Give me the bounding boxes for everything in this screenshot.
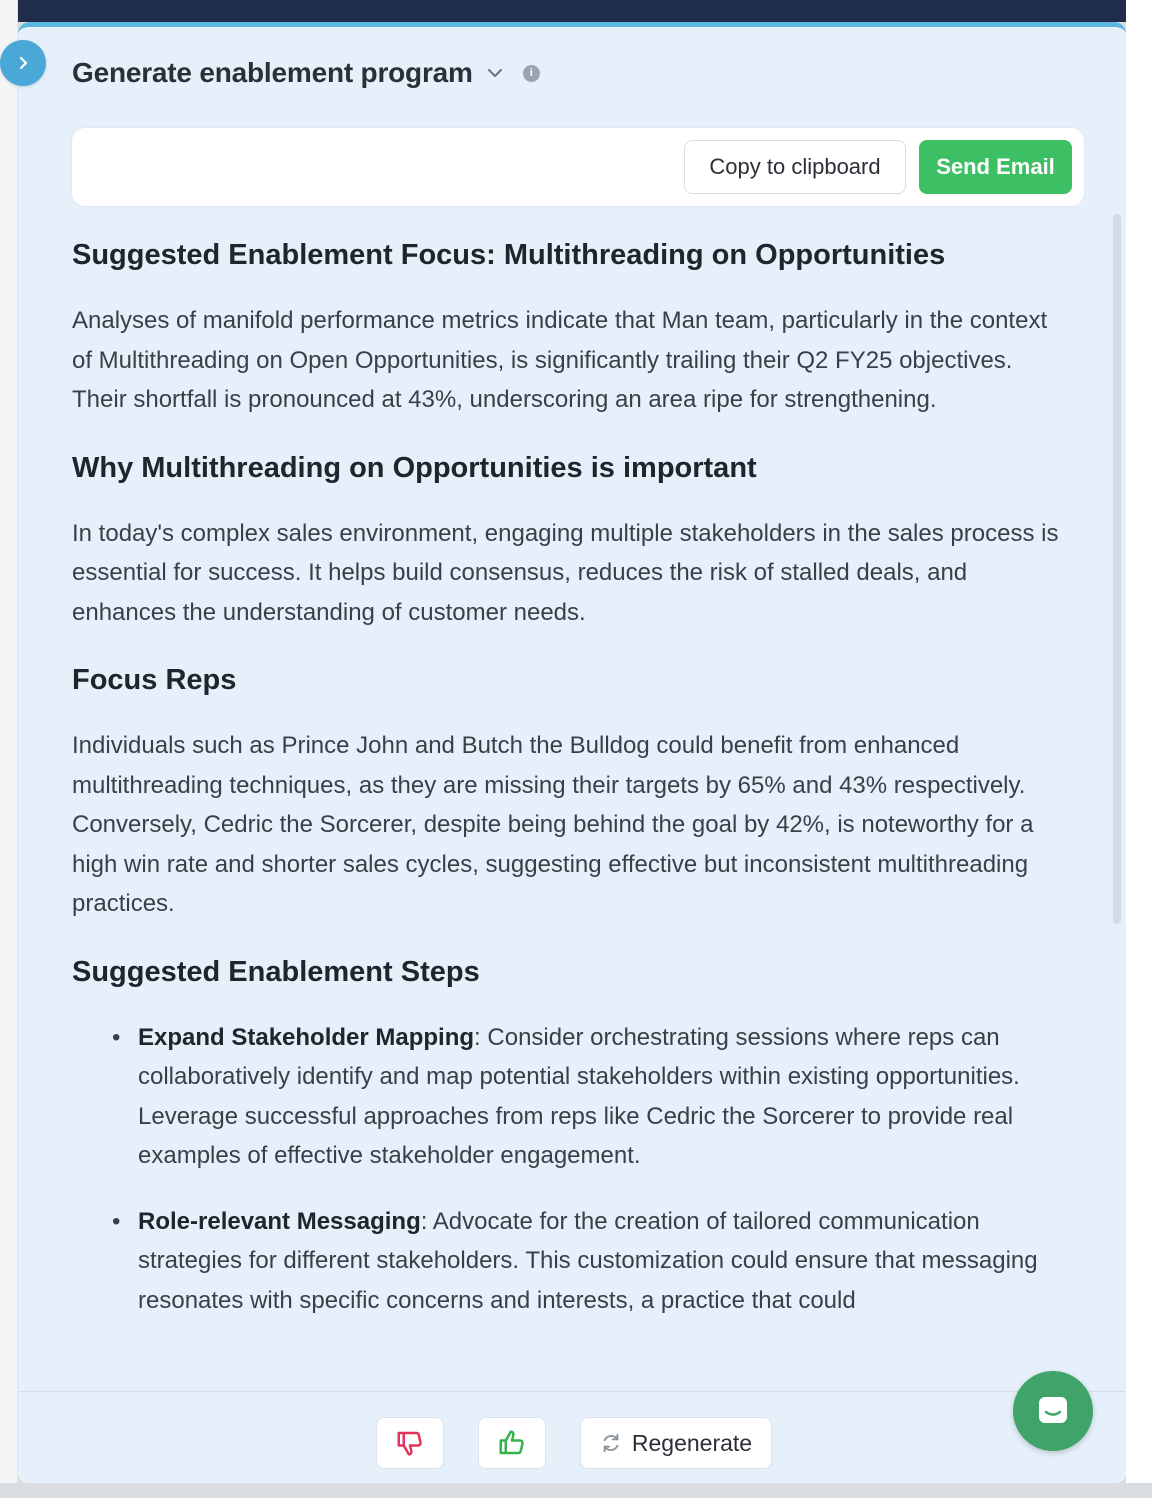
list-item	[112, 1018, 1072, 1176]
copy-to-clipboard-button[interactable]: Copy to clipboard	[684, 140, 906, 194]
background-page-strip	[0, 0, 18, 1498]
focus-heading: Suggested Enablement Focus: Multithreading on Opportunities	[72, 239, 946, 271]
collapse-panel-button[interactable]	[0, 40, 46, 86]
steps-list	[112, 1018, 1072, 1321]
panel-title[interactable]: Generate enablement program	[72, 57, 473, 88]
thumbs-down-icon	[395, 1428, 425, 1458]
enablement-panel	[18, 22, 1126, 1483]
chat-launcher-button[interactable]	[1013, 1371, 1093, 1451]
step-text: : Advocate for the creation of tailored communication strategies for different stakeholders. This customization could ensure that messaging resonates with specific concerns and interests, a practice that could	[138, 1207, 1038, 1314]
top-app-bar	[18, 0, 1126, 22]
reps-heading: Focus Reps	[72, 664, 237, 696]
why-heading: Why Multithreading on Opportunities is important	[72, 451, 757, 484]
list-item	[112, 1202, 1072, 1321]
step-title: Expand Stakeholder Mapping	[138, 1023, 475, 1051]
thumbs-up-icon	[497, 1428, 527, 1458]
feedback-footer	[18, 1391, 1126, 1483]
steps-heading: Suggested Enablement Steps	[72, 955, 480, 988]
chat-icon	[1033, 1391, 1073, 1431]
action-bar	[71, 127, 1085, 207]
step-text: : Consider orchestrating sessions where reps can collaboratively identify and map potential stakeholders within existing opportunities. Leverage successful approaches from reps like Cedric the Sorcerer to provide real examples of effective stakeholder engagement.	[138, 1023, 1020, 1169]
chevron-down-icon[interactable]	[485, 63, 505, 83]
reps-paragraph: Individuals such as Prince John and Butch the Bulldog could benefit from enhanced multithreading techniques, as they are missing their targets by 65% and 43% respectively. Conversely, Cedric the Sorcerer, despite being behind the goal by 42%, is noteworthy for a high win rate and shorter sales cycles, suggesting effective but inconsistent multithreading practices.	[72, 732, 1034, 917]
window-bottom-edge	[0, 1483, 1152, 1498]
send-email-button[interactable]: Send Email	[919, 140, 1072, 194]
refresh-icon	[600, 1432, 622, 1454]
regenerate-button[interactable]	[580, 1417, 772, 1469]
focus-paragraph: Analyses of manifold performance metrics indicate that Man team, particularly in the context of Multithreading on Open Opportunities, is significantly trailing their Q2 FY25 objectives. Their shortfall is pronounced at 43%, underscoring an area ripe for strengthening.	[72, 307, 1048, 413]
generated-content	[72, 237, 1072, 1392]
panel-header	[72, 57, 540, 89]
step-title: Role-relevant Messaging	[138, 1207, 421, 1235]
chevron-right-icon	[15, 55, 31, 71]
content-scrollbar[interactable]	[1113, 214, 1121, 924]
bullet: •	[112, 1023, 121, 1051]
dislike-button[interactable]	[376, 1417, 444, 1469]
why-paragraph: In today's complex sales environment, engaging multiple stakeholders in the sales process is essential for success. It helps build consensus, reduces the risk of stalled deals, and enhances the understanding of customer needs.	[72, 519, 1059, 626]
info-icon[interactable]: i	[523, 65, 540, 82]
regenerate-label: Regenerate	[631, 1429, 753, 1456]
bullet: •	[112, 1207, 121, 1235]
window-gutter	[1126, 0, 1152, 1498]
like-button[interactable]	[478, 1417, 546, 1469]
